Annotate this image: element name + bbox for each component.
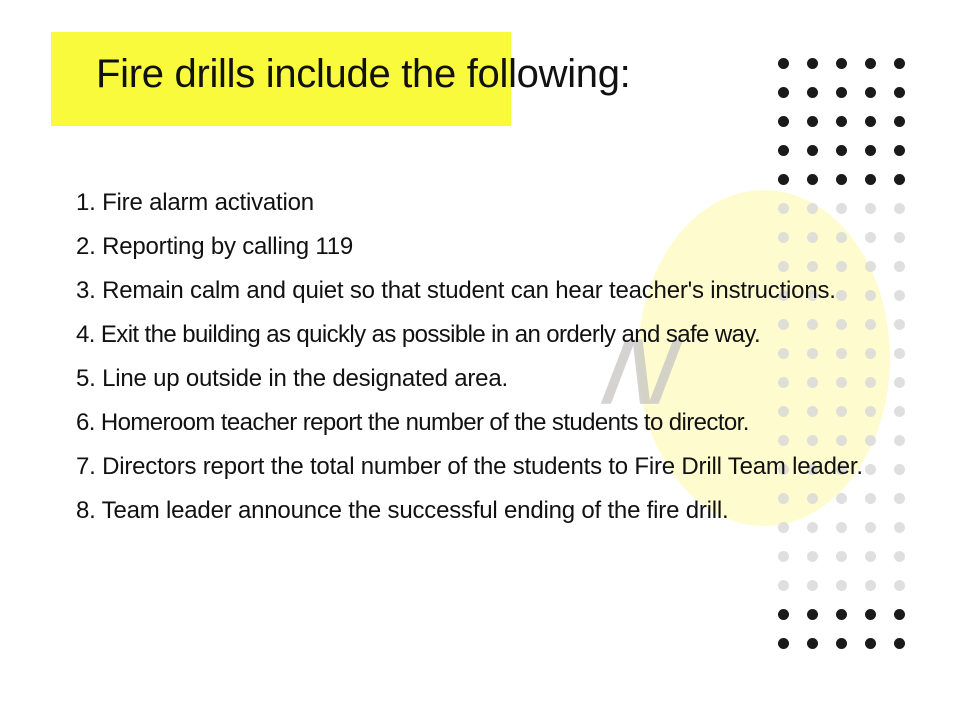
list-item: 7. Directors report the total number of the students to Fire Drill Team leader. (76, 453, 863, 480)
decorative-dot (836, 638, 847, 649)
decorative-dot (778, 87, 789, 98)
decorative-dot (807, 87, 818, 98)
slide-title: Fire drills include the following: (96, 52, 631, 96)
decorative-dot (778, 116, 789, 127)
list-item: 8. Team leader announce the successful ending of the fire drill. (76, 497, 729, 524)
decorative-dot (778, 609, 789, 620)
decorative-dot (865, 58, 876, 69)
decorative-dot (778, 174, 789, 185)
decorative-dot (836, 174, 847, 185)
decorative-dot (807, 116, 818, 127)
decorative-dot (865, 174, 876, 185)
decorative-dot (894, 580, 905, 591)
decorative-dot (894, 551, 905, 562)
decorative-dot (807, 145, 818, 156)
decorative-dot (865, 551, 876, 562)
drill-steps-list (76, 186, 910, 538)
decorative-dot (807, 551, 818, 562)
decorative-dot (865, 145, 876, 156)
decorative-dot (894, 145, 905, 156)
decorative-dot (836, 116, 847, 127)
decorative-dot (865, 116, 876, 127)
list-item: 2. Reporting by calling 119 (76, 233, 353, 260)
decorative-dot (778, 638, 789, 649)
decorative-dot (836, 145, 847, 156)
decorative-dot (865, 609, 876, 620)
decorative-dot (807, 609, 818, 620)
decorative-dot (894, 638, 905, 649)
decorative-dot (836, 551, 847, 562)
decorative-dot (807, 174, 818, 185)
decorative-dot (778, 551, 789, 562)
decorative-dot (807, 58, 818, 69)
decorative-dot (807, 638, 818, 649)
decorative-dot (778, 580, 789, 591)
list-item: 5. Line up outside in the designated area. (76, 365, 508, 392)
decorative-dot (865, 87, 876, 98)
list-item: 6. Homeroom teacher report the number of the students to director. (76, 409, 749, 436)
decorative-dot (894, 116, 905, 127)
decorative-dot (836, 87, 847, 98)
list-item: 3. Remain calm and quiet so that student can hear teacher's instructions. (76, 277, 836, 304)
decorative-dot (865, 580, 876, 591)
decorative-dot (778, 145, 789, 156)
list-item: 4. Exit the building as quickly as possible in an orderly and safe way. (76, 321, 761, 348)
decorative-shape: /\/ (604, 325, 676, 421)
decorative-dot (894, 87, 905, 98)
decorative-dot (836, 58, 847, 69)
decorative-dot (836, 609, 847, 620)
decorative-dot (894, 58, 905, 69)
decorative-dot (894, 609, 905, 620)
decorative-dot (836, 580, 847, 591)
list-item: 1. Fire alarm activation (76, 189, 314, 216)
decorative-dot (807, 580, 818, 591)
decorative-dot (778, 58, 789, 69)
decorative-dot (894, 174, 905, 185)
decorative-dot (865, 638, 876, 649)
